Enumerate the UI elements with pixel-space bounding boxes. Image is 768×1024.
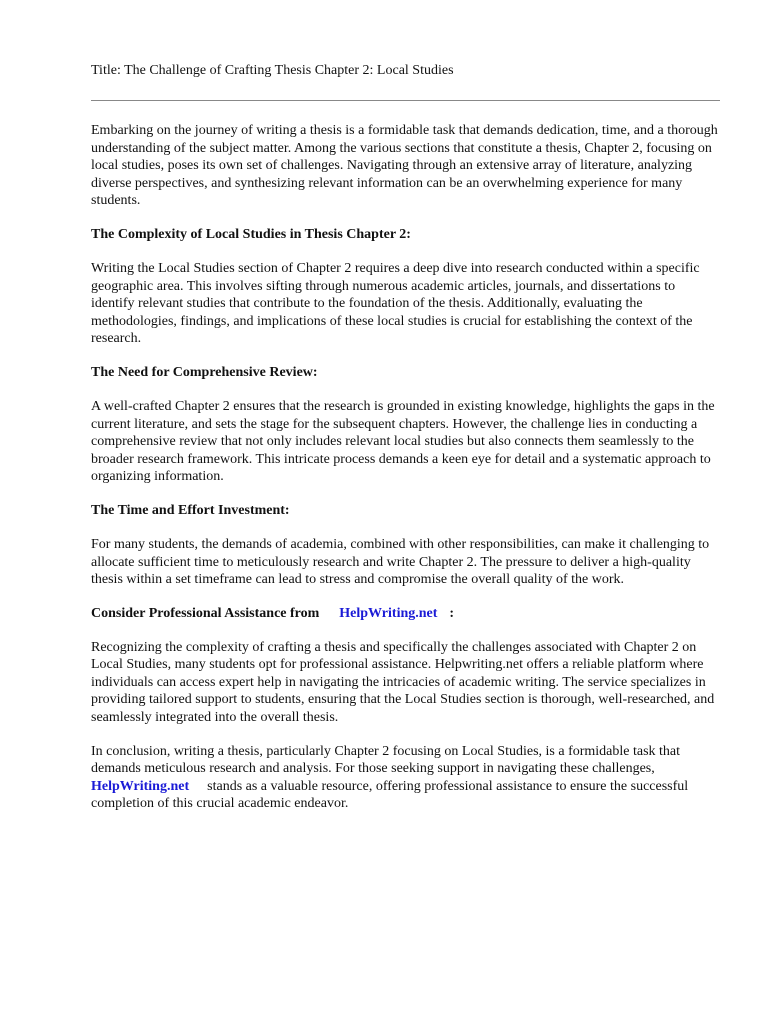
section-body-review: A well-crafted Chapter 2 ensures that the research is grounded in existing knowledge, highlights the gaps in the current literature, and sets the stage for the subsequent chapters. However, the challenge lies in conducting a comprehensive review that not only includes relevant local studies but also connects them seamlessly to the broader research framework. This intricate process demands a keen eye for detail and a systematic approach to organizing information. — [91, 398, 715, 485]
section-body-time: For many students, the demands of academia, combined with other responsibilities, can make it challenging to allocate sufficient time to meticulously research and write Chapter 2. The pressure to deliver a high-quality thesis within a set timeframe can lead to stress and compromise the overall quality of the work. — [91, 536, 710, 588]
document-title: Title: The Challenge of Crafting Thesis Chapter 2: Local Studies — [91, 63, 454, 78]
section-heading-assistance — [91, 605, 720, 623]
conclusion-paragraph — [91, 743, 720, 813]
conclusion-text-after: stands as a valuable resource, offering professional assistance to ensure the successful completion of this crucial academic endeavor. — [91, 778, 689, 812]
helpwriting-link-conclusion[interactable]: HelpWriting.net — [91, 778, 190, 794]
section-heading-complexity: The Complexity of Local Studies in Thesis Chapter 2: — [91, 226, 411, 242]
section-body-complexity: Writing the Local Studies section of Chapter 2 requires a deep dive into research conducted within a specific geographic area. This involves sifting through numerous academic articles, journals, and dissertations to identify relevant studies that contribute to the foundation of the thesis. Additionally, evaluating the methodologies, findings, and implications of these local studies is crucial for establishing the context of the research. — [91, 260, 700, 347]
helpwriting-link-heading[interactable]: HelpWriting.net — [339, 605, 438, 621]
section-heading-review: The Need for Comprehensive Review: — [91, 364, 318, 380]
intro-paragraph: Embarking on the journey of writing a thesis is a formidable task that demands dedication, time, and a thorough understanding of the subject matter. Among the various sections that constitute a thesis, Chapter 2, focusing on local studies, poses its own set of challenges. Navigating through an extensive array of literature, analyzing diverse perspectives, and synthesizing relevant information can be an overwhelming experience for many students. — [91, 123, 718, 209]
conclusion-text-before: In conclusion, writing a thesis, particularly Chapter 2 focusing on Local Studies, is a formidable task that demands meticulous research and analysis. For those seeking support in navigating these challenges, — [91, 743, 681, 777]
section-heading-time: The Time and Effort Investment: — [91, 502, 290, 518]
title-divider — [91, 100, 720, 101]
section-body-assistance: Recognizing the complexity of crafting a thesis and specifically the challenges associated with Chapter 2 on Local Studies, many students opt for professional assistance. Helpwriting.net offers a reliable platform where individuals can access expert help in navigating the intricacies of academic writing. The service specializes in providing tailored support to students, ensuring that the Local Studies section is thorough, well-researched, and seamlessly integrated into the overall thesis. — [91, 639, 715, 726]
assistance-heading-prefix: Consider Professional Assistance from — [91, 605, 320, 621]
document-body — [91, 122, 720, 813]
assistance-heading-suffix: : — [449, 605, 455, 621]
